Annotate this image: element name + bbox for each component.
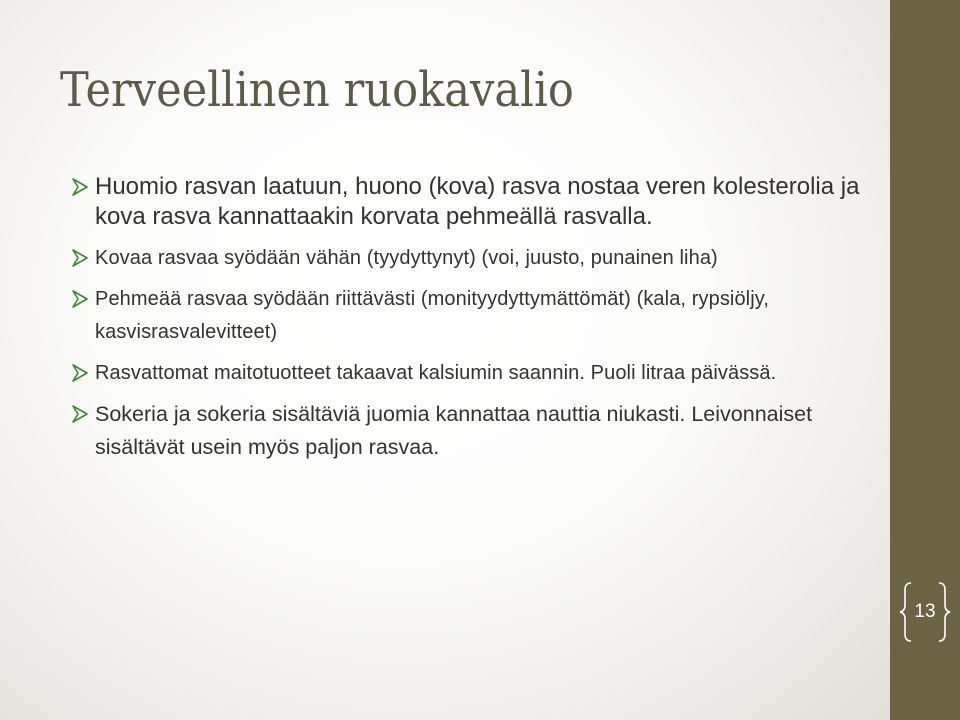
bullet-text-4: Rasvattomat maitotuotteet takaavat kalsiumin saannin. Puoli litraa päivässä. (95, 362, 777, 384)
arrow-bullet-icon (70, 404, 90, 424)
bullet-item-2 (70, 242, 860, 275)
page-number-text: 13 (914, 601, 936, 622)
arrow-bullet-icon (70, 248, 90, 268)
bullet-text-5: Sokeria ja sokeria sisältäviä juomia kannattaa nauttia niukasti. Leivonnaiset sisältävät usein myös paljon rasvaa. (95, 402, 813, 459)
bullet-item-4 (70, 357, 860, 390)
arrow-bullet-icon (70, 363, 90, 383)
bullet-list (70, 172, 860, 478)
bullet-item-1 (70, 172, 860, 232)
bullet-item-3 (70, 283, 860, 349)
bullet-text-1: Huomio rasvan laatuun, huono (kova) rasva nostaa veren kolesterolia ja kova rasva kannattaakin korvata pehmeällä rasvalla. (95, 173, 860, 230)
arrow-bullet-icon (70, 177, 90, 197)
arrow-bullet-icon (70, 289, 90, 309)
page-number (897, 580, 953, 644)
slide-title: Terveellinen ruokavalio (60, 62, 574, 118)
bullet-text-2: Kovaa rasvaa syödään vähän (tyydyttynyt) (voi, juusto, punainen liha) (95, 247, 718, 269)
bullet-text-3: Pehmeää rasvaa syödään riittävästi (monityydyttymättömät) (kala, rypsiöljy, kasvisrasvalevitteet) (95, 288, 770, 343)
bullet-item-5 (70, 398, 860, 464)
